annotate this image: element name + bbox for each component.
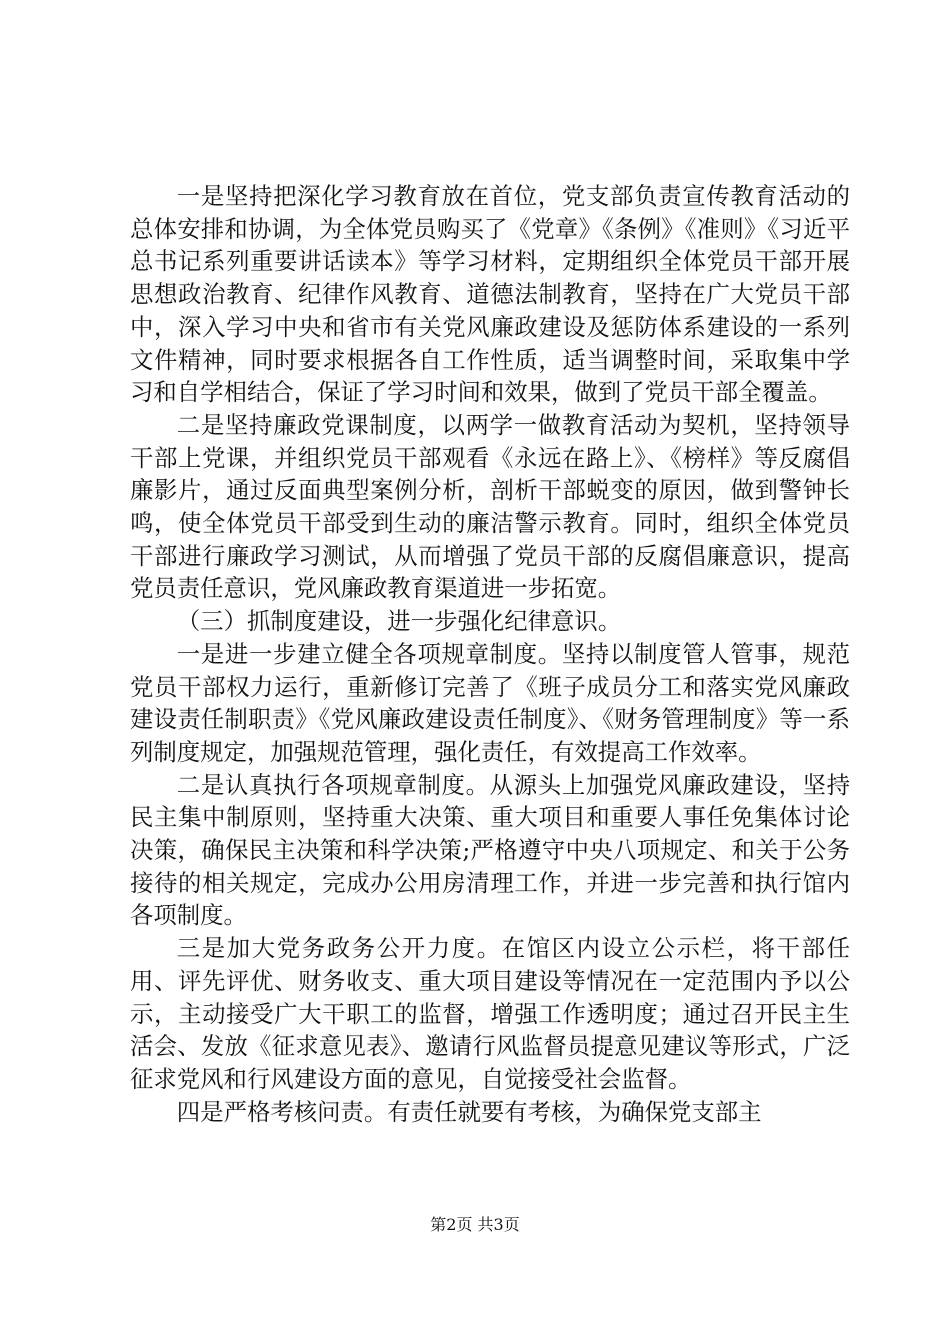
document-body (130, 180, 850, 1128)
paragraph-establish-rules: 一是进一步建立健全各项规章制度。坚持以制度管人管事，规范党员干部权力运行，重新修订完善了《班子成员分工和落实党风廉政建设责任制职责》《党风廉政建设责任制度》、《财务管理制度》等一系列制度规定，加强规范管理，强化责任，有效提高工作效率。 (130, 639, 850, 766)
section-heading-system-building: （三）抓制度建设，进一步强化纪律意识。 (176, 607, 622, 636)
paragraph-execute-rules: 二是认真执行各项规章制度。从源头上加强党风廉政建设，坚持民主集中制原则，坚持重大决策、重大项目和重要人事任免集体讨论决策，确保民主决策和科学决策;严格遵守中央八项规定、和关于公务接待的相关规定，完成办公用房清理工作，并进一步完善和执行馆内各项制度。 (130, 770, 850, 930)
paragraph-party-lecture: 二是坚持廉政党课制度，以两学一做教育活动为契机，坚持领导干部上党课，并组织党员干部观看《永远在路上》、《榜样》等反腐倡廉影片，通过反面典型案例分析，剖析干部蜕变的原因，做到警钟长鸣，使全体党员干部受到生动的廉洁警示教育。同时，组织全体党员干部进行廉政学习测试，从而增强了党员干部的反腐倡廉意识，提高党员责任意识，党风廉政教育渠道进一步拓宽。 (130, 410, 850, 603)
paragraph-public-affairs: 三是加大党务政务公开力度。在馆区内设立公示栏，将干部任用、评先评优、财务收支、重大项目建设等情况在一定范围内予以公示，主动接受广大干职工的监督，增强工作透明度；通过召开民主生活会、发放《征求意见表》、邀请行风监督员提意见建议等形式，广泛征求党风和行风建设方面的意见，自觉接受社会监督。 (130, 934, 850, 1093)
page-number-footer: 第2页 共3页 (430, 1215, 520, 1234)
paragraph-study-education: 一是坚持把深化学习教育放在首位，党支部负责宣传教育活动的总体安排和协调，为全体党员购买了《党章》《条例》《准则》《习近平总书记系列重要讲话读本》等学习材料，定期组织全体党员干部开展思想政治教育、纪律作风教育、道德法制教育，坚持在广大党员干部中，深入学习中央和省市有关党风廉政建设及惩防体系建设的一系列文件精神，同时要求根据各自工作性质，适当调整时间，采取集中学习和自学相结合，保证了学习时间和效果，做到了党员干部全覆盖。 (130, 182, 850, 407)
paragraph-assessment: 四是严格考核问责。有责任就要有考核，为确保党支部主 (176, 1097, 762, 1126)
